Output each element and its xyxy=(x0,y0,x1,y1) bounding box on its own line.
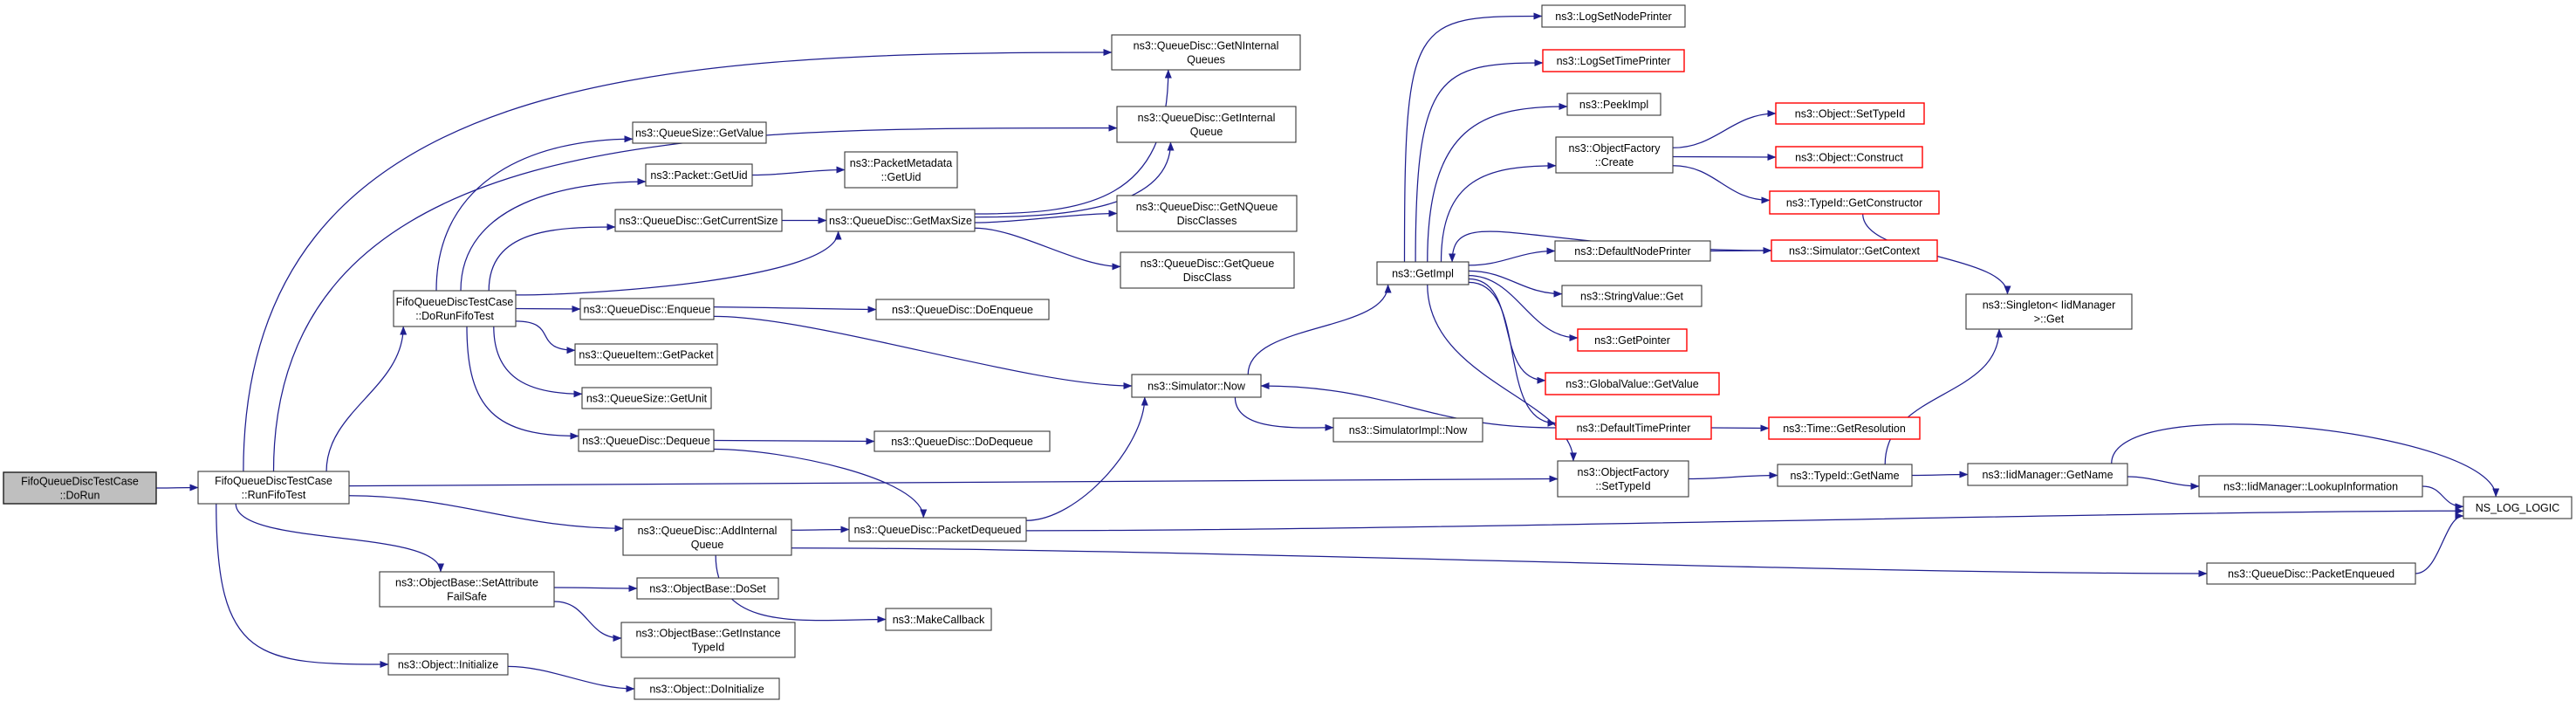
node-getNInternalQueues[interactable] xyxy=(1112,35,1300,70)
node-logSetNodePrinter[interactable] xyxy=(1542,5,1685,27)
node-label: ::GetUid xyxy=(880,171,921,183)
edge-runFifoTest-saFailSafe xyxy=(236,504,441,572)
node-label: FifoQueueDiscTestCase xyxy=(21,475,139,488)
node-saFailSafe[interactable] xyxy=(380,572,554,607)
node-label: TypeId xyxy=(691,641,725,654)
node-defaultTimePrinter[interactable] xyxy=(1556,416,1711,439)
node-label: ns3::SimulatorImpl::Now xyxy=(1348,424,1468,436)
node-makeCallback[interactable] xyxy=(886,608,991,630)
node-label: ns3::IidManager::LookupInformation xyxy=(2223,480,2399,493)
edge-getMaxSize-getQueueDiscClass xyxy=(975,228,1120,266)
edge-getImpl-defaultTimePrinter xyxy=(1469,282,1556,423)
node-label: ns3::Object::DoInitialize xyxy=(649,683,764,696)
node-singletonGet[interactable] xyxy=(1966,294,2132,329)
node-label: ns3::Simulator::GetContext xyxy=(1788,244,1921,258)
node-objInit[interactable] xyxy=(388,654,508,675)
node-label: ns3::Packet::GetUid xyxy=(650,169,748,182)
node-addInternalQueue[interactable] xyxy=(623,519,791,555)
node-label: ns3::LogSetTimePrinter xyxy=(1556,55,1671,67)
edge-lookupInfo-nsLogLogic xyxy=(2422,486,2463,506)
node-label: ns3::QueueDisc::GetNInternal xyxy=(1133,39,1279,52)
node-getQueueDiscClass[interactable] xyxy=(1120,252,1294,288)
node-objConstruct[interactable] xyxy=(1776,147,1922,168)
node-label: ns3::Object::Initialize xyxy=(397,658,499,671)
node-simGetContext[interactable] xyxy=(1771,240,1937,261)
node-label: ns3::Object::SetTypeId xyxy=(1794,107,1906,120)
edge-defaultTimePrinter-timeGetResolution xyxy=(1711,428,1769,429)
node-label: >::Get xyxy=(2033,313,2065,326)
node-label: ns3::ObjectFactory xyxy=(1577,466,1669,478)
node-label: ns3::MakeCallback xyxy=(892,614,985,626)
node-label: ::SetTypeId xyxy=(1595,480,1651,492)
edge-runFifoTest-ofSetTypeId xyxy=(349,479,1558,486)
edge-doRunFifoTest-enqueue xyxy=(516,309,580,310)
node-label: ns3::QueueDisc::GetQueue xyxy=(1140,258,1275,270)
node-iidGetName[interactable] xyxy=(1968,464,2127,485)
node-label: Queue xyxy=(690,539,724,551)
node-label: ns3::QueueDisc::DoEnqueue xyxy=(892,304,1033,316)
node-tidGetName[interactable] xyxy=(1778,464,1912,486)
node-lookupInfo[interactable] xyxy=(2199,476,2422,497)
node-label: ::Create xyxy=(1594,156,1634,168)
node-getMaxSize[interactable] xyxy=(826,210,975,231)
node-gvGetValue[interactable] xyxy=(1545,373,1719,395)
edge-doRun-runFifoTest xyxy=(156,488,198,489)
node-label: ns3::GetPointer xyxy=(1594,334,1670,347)
node-getPointer[interactable] xyxy=(1578,329,1687,351)
node-objDoInit[interactable] xyxy=(634,678,779,699)
node-getNQueueDiscClasses[interactable] xyxy=(1117,196,1297,231)
node-label: ns3::QueueDisc::GetNQueue xyxy=(1135,201,1278,213)
edge-ofSetTypeId-tidGetName xyxy=(1689,476,1778,479)
edge-doRunFifoTest-getCurrentSize xyxy=(489,227,615,291)
node-label: ns3::DefaultTimePrinter xyxy=(1576,422,1691,435)
node-label: ns3::QueueDisc::Dequeue xyxy=(582,435,710,447)
edge-doRunFifoTest-dequeue xyxy=(467,327,579,436)
edge-getImpl-peekImpl xyxy=(1428,107,1567,262)
node-label: FailSafe xyxy=(447,590,487,603)
node-doEnqueue[interactable] xyxy=(876,299,1049,320)
node-label: ns3::ObjectBase::DoSet xyxy=(649,582,766,595)
node-label: FifoQueueDiscTestCase xyxy=(395,296,514,308)
node-qsGetValue[interactable] xyxy=(633,122,766,143)
edge-getImpl-gvGetValue xyxy=(1469,279,1545,381)
node-label: ::RunFifoTest xyxy=(241,489,306,501)
edge-packetDequeued-nsLogLogic xyxy=(1026,511,2463,531)
edge-enqueue-simNow xyxy=(714,316,1132,386)
edge-simNow-simImplNow xyxy=(1235,397,1333,428)
edge-addInternalQueue-packetEnqueued xyxy=(791,548,2207,574)
node-label: ns3::GlobalValue::GetValue xyxy=(1565,378,1699,390)
edge-dequeue-doDequeue xyxy=(714,441,874,442)
node-svGet[interactable] xyxy=(1562,285,1702,306)
node-doRunFifoTest[interactable] xyxy=(394,291,516,327)
node-getCurrentSize[interactable] xyxy=(615,210,782,231)
node-nsLogLogic[interactable] xyxy=(2463,497,2572,519)
node-label: ns3::PacketMetadata xyxy=(849,157,953,169)
edge-enqueue-doEnqueue xyxy=(714,307,876,310)
edge-doRunFifoTest-pktGetUid xyxy=(461,182,646,291)
edge-saFailSafe-obGetInstanceTypeId xyxy=(554,601,621,638)
node-getInternalQueue[interactable] xyxy=(1117,107,1296,142)
node-label: ns3::TypeId::GetConstructor xyxy=(1785,196,1923,210)
node-ofSetTypeId[interactable] xyxy=(1558,461,1689,497)
node-timeGetResolution[interactable] xyxy=(1769,417,1920,439)
node-label: DiscClass xyxy=(1182,272,1232,284)
edge-packetDequeued-simNow xyxy=(1026,397,1145,520)
node-simNow[interactable] xyxy=(1132,375,1261,397)
node-label: NS_LOG_LOGIC xyxy=(2475,502,2560,514)
node-label: ::DoRun xyxy=(59,489,100,502)
node-obGetInstanceTypeId[interactable] xyxy=(621,622,795,657)
node-obDoSet[interactable] xyxy=(637,578,778,599)
node-dequeue[interactable] xyxy=(579,430,714,451)
node-label: ns3::PeekImpl xyxy=(1579,99,1649,111)
edge-objInit-objDoInit xyxy=(508,666,634,689)
node-label: ns3::ObjectBase::SetAttribute xyxy=(395,576,538,589)
edge-ofCreate-tidGetConstructor xyxy=(1673,166,1770,201)
node-defaultNodePrinter[interactable] xyxy=(1555,241,1710,261)
edge-tidGetName-iidGetName xyxy=(1912,475,1968,476)
node-label: ns3::ObjectBase::GetInstance xyxy=(635,627,781,640)
edge-runFifoTest-objInit xyxy=(216,504,388,664)
node-label: ns3::QueueItem::GetPacket xyxy=(579,348,714,361)
edge-getImpl-logSetNodePrinter xyxy=(1405,17,1543,263)
node-label: ns3::QueueDisc::PacketDequeued xyxy=(853,524,1022,536)
node-label: FifoQueueDiscTestCase xyxy=(215,475,332,487)
node-label: ns3::Simulator::Now xyxy=(1148,380,1245,393)
edge-tidGetName-singletonGet xyxy=(1885,329,1999,464)
node-qsGetUnit[interactable] xyxy=(582,388,711,409)
node-label: ns3::DefaultNodePrinter xyxy=(1574,245,1691,258)
node-label: ns3::QueueSize::GetUnit xyxy=(586,392,708,405)
node-label: ns3::QueueDisc::GetMaxSize xyxy=(829,215,972,227)
node-tidGetConstructor[interactable] xyxy=(1770,191,1939,214)
node-doDequeue[interactable] xyxy=(874,431,1050,451)
node-label: ns3::QueueDisc::GetCurrentSize xyxy=(619,215,778,227)
node-simImplNow[interactable] xyxy=(1333,418,1483,442)
node-label: ns3::Singleton< IidManager xyxy=(1982,299,2116,312)
node-label: Queue xyxy=(1189,126,1223,138)
edge-getImpl-defaultNodePrinter xyxy=(1469,251,1555,265)
edge-packetEnqueued-nsLogLogic xyxy=(2415,516,2463,574)
node-label: Queues xyxy=(1187,53,1225,66)
node-label: ns3::QueueSize::GetValue xyxy=(634,127,764,140)
node-enqueue[interactable] xyxy=(580,299,714,320)
node-label: ns3::ObjectFactory xyxy=(1568,142,1661,155)
node-label: ns3::LogSetNodePrinter xyxy=(1555,10,1672,23)
edge-getImpl-ofCreate xyxy=(1442,166,1557,262)
node-pktGetUid[interactable] xyxy=(646,164,752,186)
edge-iidGetName-lookupInfo xyxy=(2127,477,2199,486)
node-label: ::DoRunFifoTest xyxy=(415,310,494,322)
node-logSetTimePrinter[interactable] xyxy=(1543,50,1684,72)
node-label: ns3::Object::Construct xyxy=(1795,151,1903,164)
edge-doRunFifoTest-getMaxSize xyxy=(516,231,839,295)
edge-doRunFifoTest-qsGetValue xyxy=(436,139,633,291)
node-peekImpl[interactable] xyxy=(1567,93,1661,115)
node-label: ns3::QueueDisc::DoDequeue xyxy=(891,436,1033,448)
edge-runFifoTest-doRunFifoTest xyxy=(326,327,403,471)
nodes-layer xyxy=(3,5,2572,699)
node-label: ns3::QueueDisc::PacketEnqueued xyxy=(2227,567,2395,581)
edge-runFifoTest-addInternalQueue xyxy=(349,496,623,529)
node-packetDequeued[interactable] xyxy=(849,518,1026,541)
node-packetEnqueued[interactable] xyxy=(2207,563,2415,584)
node-label: ns3::TypeId::GetName xyxy=(1790,470,1900,482)
edge-doRunFifoTest-qsGetUnit xyxy=(494,327,582,394)
node-label: ns3::IidManager::GetName xyxy=(1982,469,2114,481)
edge-pktGetUid-pmGetUid xyxy=(752,170,845,175)
edge-addInternalQueue-packetDequeued xyxy=(791,530,849,531)
node-label: ns3::QueueDisc::GetInternal xyxy=(1137,112,1276,124)
node-objSetTypeId[interactable] xyxy=(1776,103,1924,124)
node-label: ns3::Time::GetResolution xyxy=(1783,423,1906,435)
node-label: ns3::QueueDisc::Enqueue xyxy=(583,303,711,316)
node-ofCreate[interactable] xyxy=(1556,137,1673,173)
edge-ofCreate-objSetTypeId xyxy=(1673,113,1776,148)
node-pmGetUid[interactable] xyxy=(845,152,957,188)
node-label: DiscClasses xyxy=(1176,215,1237,227)
node-getImpl[interactable] xyxy=(1377,262,1469,285)
edge-simNow-getImpl xyxy=(1248,285,1387,375)
node-qiGetPacket[interactable] xyxy=(575,344,717,365)
edge-doRunFifoTest-qiGetPacket xyxy=(516,321,575,350)
node-label: ns3::StringValue::Get xyxy=(1580,290,1683,303)
node-label: ns3::GetImpl xyxy=(1392,267,1454,280)
node-runFifoTest[interactable] xyxy=(198,471,349,504)
node-label: ns3::QueueDisc::AddInternal xyxy=(637,525,778,537)
edge-getImpl-getPointer xyxy=(1469,276,1578,338)
node-doRun xyxy=(3,472,156,504)
